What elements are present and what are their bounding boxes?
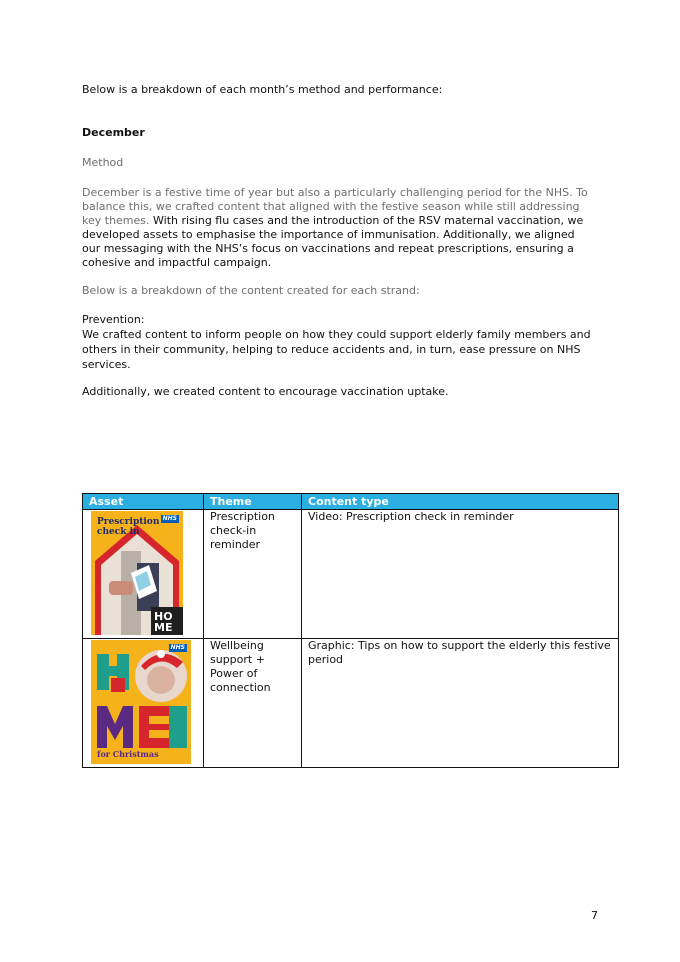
prevention-label: Prevention: — [82, 313, 145, 326]
table-row — [83, 510, 619, 639]
prescription-thumbnail — [91, 511, 183, 635]
additional-text: Additionally, we created content to encourage vaccination uptake. — [82, 385, 449, 398]
strand-intro: Below is a breakdown of the content created for each strand: — [82, 284, 420, 297]
nhs-logo: NHS — [170, 644, 185, 651]
theme-cell: Wellbeing support + Power of connection — [204, 639, 302, 768]
month-heading: December — [82, 126, 145, 139]
table-header-row — [83, 494, 619, 510]
page-number: 7 — [591, 909, 598, 922]
table-row — [83, 639, 619, 768]
thumbnail-caption: for Christmas — [97, 749, 159, 759]
intro-text: Below is a breakdown of each month’s method and performance: — [82, 83, 443, 96]
method-text-dark: With rising flu cases and the introduction of the RSV maternal vaccination, we developed assets to emphasise the importance of immunisation. Additionally, we aligned our messaging with the NHS’s focus on vaccinations and repeat prescriptions, ensuring a cohesive and impactful campaign. — [82, 214, 584, 269]
content-type-cell: Video: Prescription check in reminder — [302, 510, 619, 639]
home-lettering: HO ME — [154, 610, 173, 634]
thumbnail-title: Prescription check in — [97, 517, 160, 537]
method-label: Method — [82, 156, 124, 169]
header-theme: Theme — [204, 494, 302, 510]
method-paragraph — [82, 186, 588, 270]
content-type-cell: Graphic: Tips on how to support the elderly this festive period — [302, 639, 619, 768]
nhs-logo: NHS — [162, 515, 177, 522]
header-content-type: Content type — [302, 494, 619, 510]
asset-cell — [83, 639, 204, 768]
header-asset: Asset — [83, 494, 204, 510]
assets-table — [82, 493, 619, 768]
christmas-thumbnail — [91, 640, 191, 764]
method-text-grey: December is a festive time of year but also a particularly challenging period for the NHS. To balance this, we crafted content that aligned with the festive season while still addressing key themes. — [82, 186, 588, 227]
asset-cell — [83, 510, 204, 639]
prevention-text: We crafted content to inform people on how they could support elderly family members and others in their community, helping to reduce accidents and, in turn, ease pressure on NHS services. — [82, 328, 591, 371]
theme-cell: Prescription check-in reminder — [204, 510, 302, 639]
